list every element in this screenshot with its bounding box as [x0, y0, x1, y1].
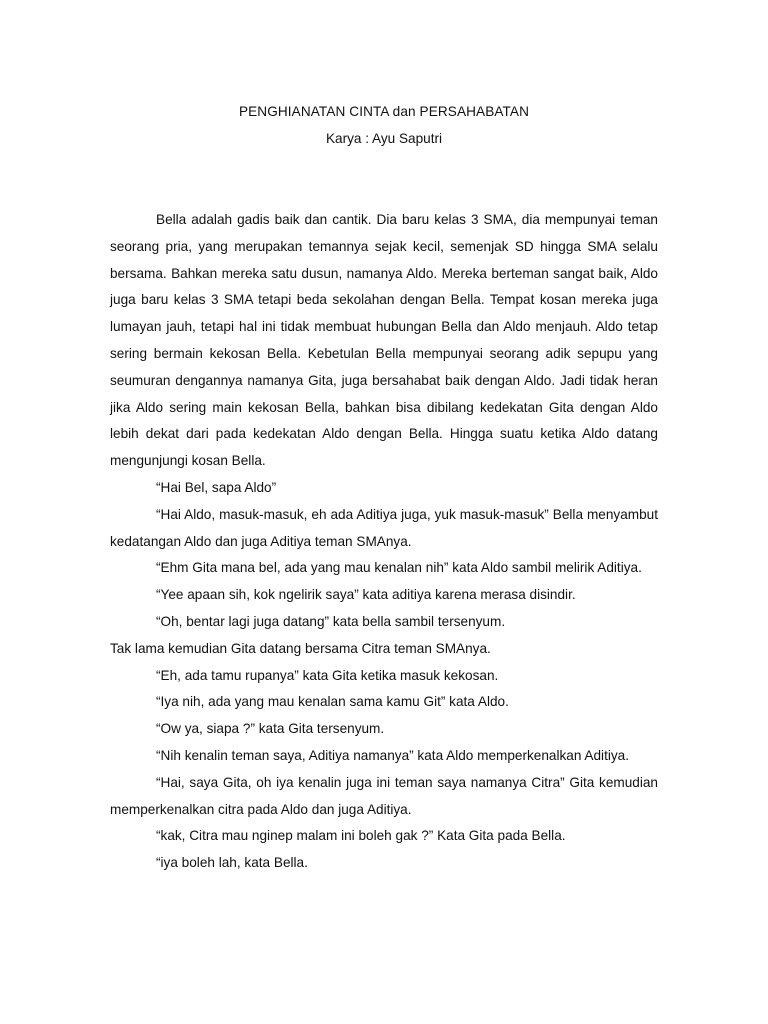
- document-author: Karya : Ayu Saputri: [325, 131, 443, 146]
- dialogue-line: “Ow ya, siapa ?” kata Gita tersenyum.: [156, 721, 385, 737]
- paragraph-intro: Bella adalah gadis baik dan cantik. Dia baru kelas 3 SMA, dia mempunyai teman seorang pria, yang merupakan temannya sejak kecil, semenjak SD hingga SMA selalu bersama. Bahkan mereka satu dusun, namanya Aldo. Mereka berteman sangat baik, Aldo juga baru kelas 3 SMA tetapi beda sekolahan dengan Bella. Tempat kosan mereka juga lumayan jauh, tetapi hal ini tidak membuat hubungan Bella dan Aldo menjauh. Aldo tetap sering bermain kekosan Bella. Kebetulan Bella mempunyai seorang adik sepupu yang seumuran dengannya namanya Gita, juga bersahabat baik dengan Aldo. Jadi tidak heran jika Aldo sering main kekosan Bella, bahkan bisa dibilang kedekatan Gita dengan Aldo lebih dekat dari pada kedekatan Aldo dengan Bella. Hingga suatu ketika Aldo datang mengunjungi kosan Bella.: [110, 212, 658, 469]
- document-title: PENGHIANATAN CINTA dan PERSAHABATAN: [238, 104, 530, 119]
- dialogue-line: “Oh, bentar lagi juga datang” kata bella sambil tersenyum.: [156, 613, 506, 629]
- dialogue-line: “Hai Bel, sapa Aldo”: [156, 479, 277, 495]
- dialogue-line: “Ehm Gita mana bel, ada yang mau kenalan nih” kata Aldo sambil melirik Aditiya.: [156, 560, 642, 576]
- dialogue-line: “Eh, ada tamu rupanya” kata Gita ketika masuk kekosan.: [156, 667, 499, 683]
- dialogue-line: “kak, Citra mau nginep malam ini boleh gak ?” Kata Gita pada Bella.: [156, 828, 566, 844]
- dialogue-line: “Iya nih, ada yang mau kenalan sama kamu Git” kata Aldo.: [156, 694, 509, 710]
- dialogue-line: “Hai Aldo, masuk-masuk, eh ada Aditiya juga, yuk masuk-masuk” Bella menyambut kedatangan Aldo dan juga Aditiya teman SMAnya.: [110, 506, 658, 549]
- dialogue-line: “iya boleh lah, kata Bella.: [156, 855, 308, 871]
- dialogue-line: “Nih kenalin teman saya, Aditiya namanya” kata Aldo memperkenalkan Aditiya.: [156, 747, 630, 763]
- dialogue-line: “Hai, saya Gita, oh iya kenalin juga ini teman saya namanya Citra” Gita kemudian memperkenalkan citra pada Aldo dan juga Aditiya.: [110, 774, 658, 817]
- story-body: [110, 207, 658, 877]
- dialogue-line: “Yee apaan sih, kok ngelirik saya” kata aditiya karena merasa disindir.: [156, 587, 576, 603]
- narration-line: Tak lama kemudian Gita datang bersama Citra teman SMAnya.: [110, 640, 491, 656]
